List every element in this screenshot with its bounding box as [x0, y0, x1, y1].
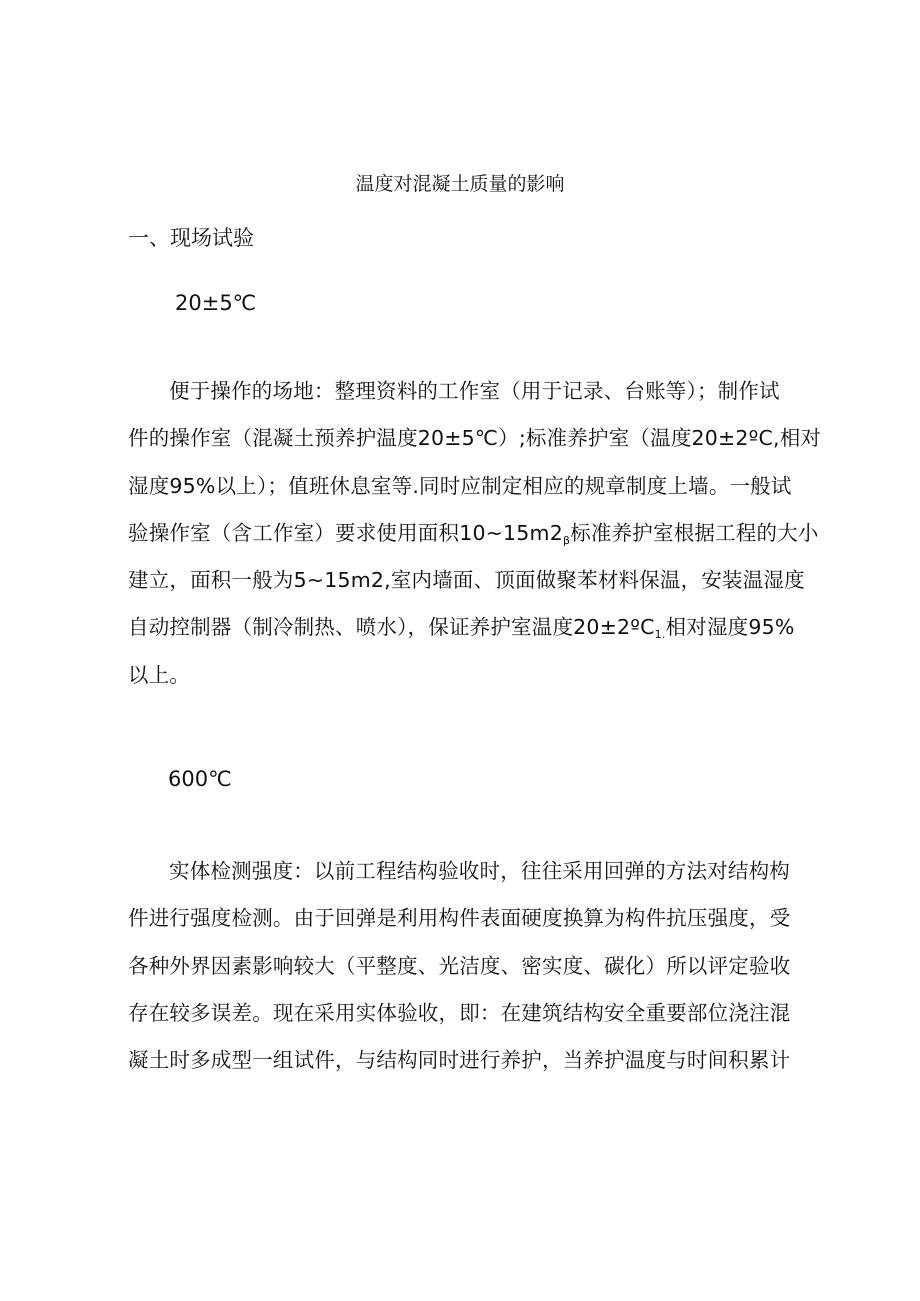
- paragraph-line: 各种外界因素影响较大（平整度、光洁度、密实度、碳化）所以评定验收: [128, 953, 791, 978]
- paragraph-site-facilities: [128, 368, 822, 699]
- paragraph-line: [128, 604, 795, 651]
- paragraph-line: 件进行强度检测。由于回弹是利用构件表面硬度换算为构件抗压强度，受: [128, 906, 791, 931]
- document-title: 温度对混凝土质量的影响: [355, 173, 565, 195]
- paragraph-line: 建立，面积一般为5~15m2,室内墙面、顶面做聚苯材料保温，安装温湿度: [128, 568, 805, 593]
- text-segment: 相对湿度95%: [665, 615, 795, 640]
- paragraph-line: 件的操作室（混凝土预养护温度20±5℃）;标准养护室（温度20±2ºC,相对: [128, 426, 822, 451]
- paragraph-line: 便于操作的场地：整理资料的工作室（用于记录、台账等）；制作试: [169, 379, 780, 403]
- text-segment: 标准养护室根据工程的大小: [570, 520, 819, 545]
- section-heading: 一、现场试验: [128, 226, 254, 250]
- paragraph-strength-testing: [128, 848, 791, 1084]
- subscript-mark: 1.: [654, 628, 666, 642]
- paragraph-line: 凝土时多成型一组试件，与结构同时进行养护，当养护温度与时间积累计: [128, 1048, 791, 1073]
- temperature-label: 20±5℃: [175, 291, 257, 315]
- subscript-mark: β: [562, 533, 571, 547]
- paragraph-line: 实体检测强度：以前工程结构验收时，往往采用回弹的方法对结构构: [169, 859, 790, 883]
- paragraph-line: 湿度95%以上）；值班休息室等.同时应制定相应的规章制度上墙。一般试: [128, 473, 792, 498]
- text-segment: 自动控制器（制冷制热、喷水），保证养护室温度20±2ºC: [128, 615, 655, 640]
- temperature-label: 600℃: [168, 767, 232, 791]
- paragraph-line: [128, 510, 819, 557]
- paragraph-line: 存在较多误差。现在采用实体验收，即：在建筑结构安全重要部位浇注混: [128, 1000, 791, 1025]
- text-segment: 验操作室（含工作室）要求使用面积10~15m2: [128, 520, 563, 545]
- paragraph-line: 以上。: [128, 662, 191, 687]
